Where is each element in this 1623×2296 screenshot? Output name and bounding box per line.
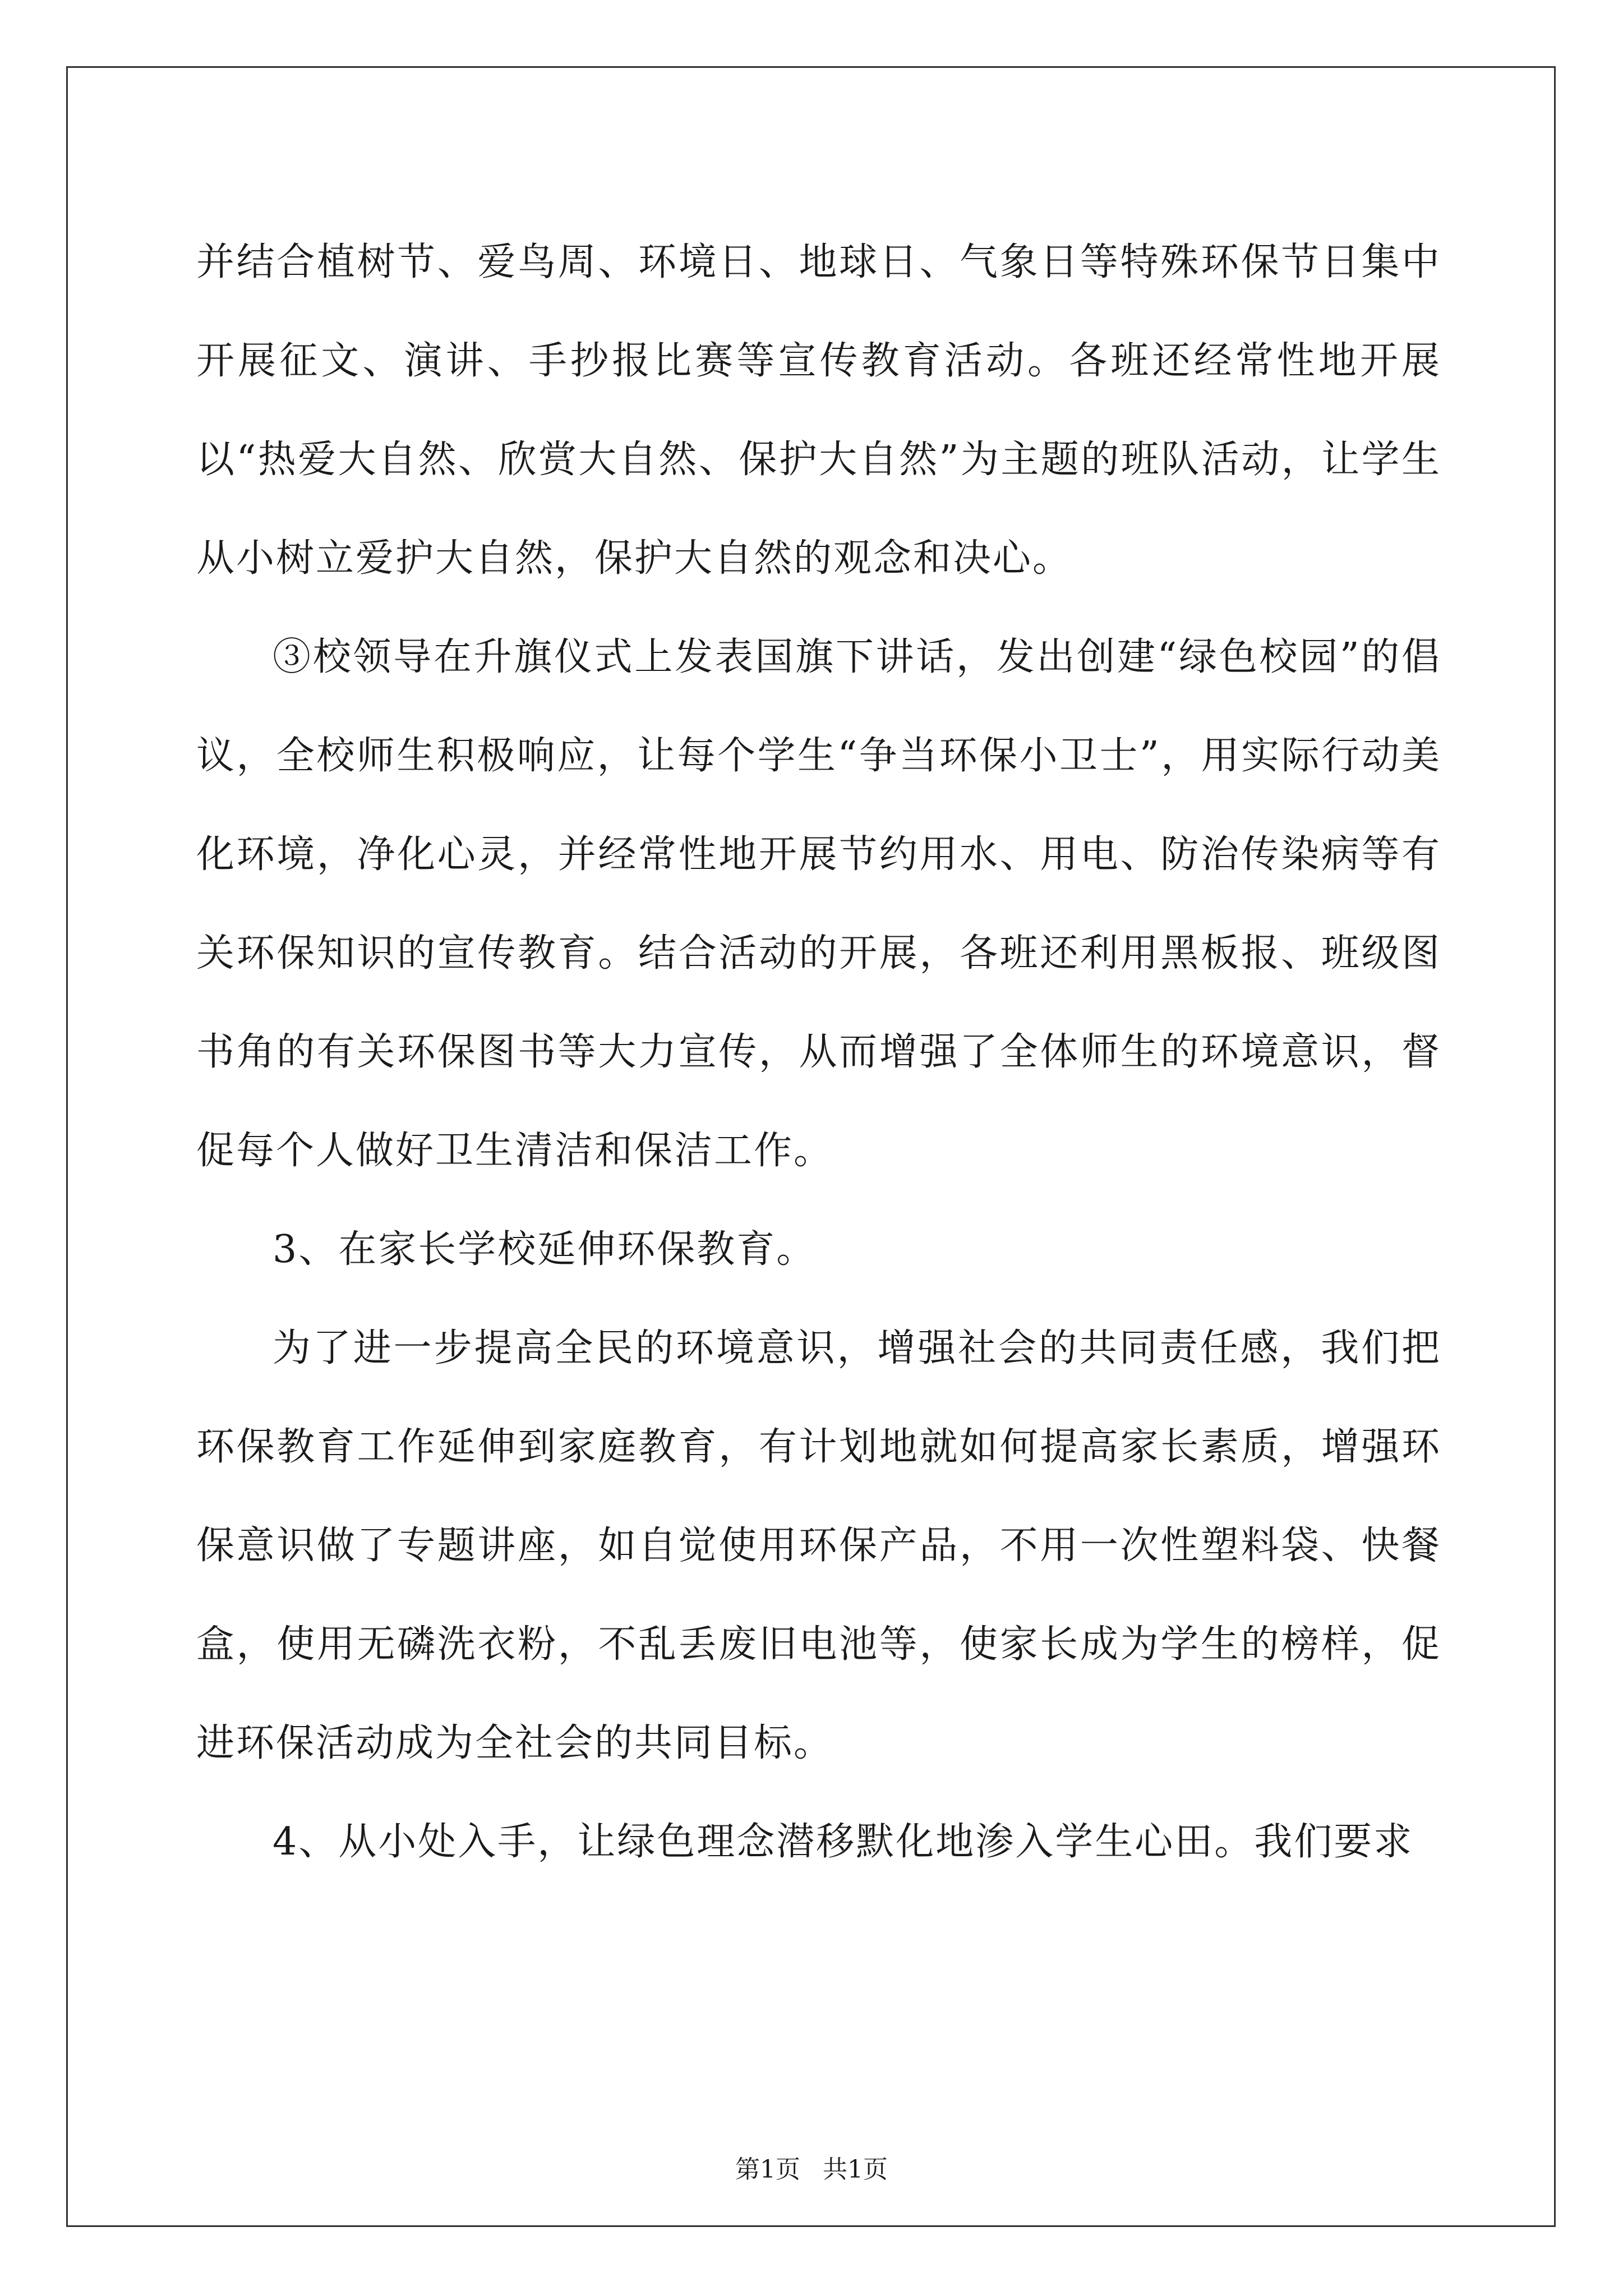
paragraph-4: 为了进一步提高全民的环境意识，增强社会的共同责任感，我们把环保教育工作延伸到家庭教育，有计划地就如何提高家长素质，增强环保意识做了专题讲座，如自觉使用环保产品，不用一次性塑料袋、快餐盒，使用无磷洗衣粉，不乱丢废旧电池等，使家长成为学生的榜样，促进环保活动成为全社会的共同目标。: [196, 1326, 1441, 1765]
page-footer: [0, 2153, 1623, 2187]
document-body: [196, 213, 1441, 1892]
paragraph-3: 3、在家长学校延伸环保教育。: [273, 1227, 817, 1272]
paragraph-5: 4、从小处入手，让绿色理念潜移默化地渗入学生心田。我们要求: [273, 1820, 1414, 1864]
paragraph-2: ③校领导在升旗仪式上发表国旗下讲话，发出创建“绿色校园”的倡议，全校师生积极响应，让每个学生“争当环保小卫士”，用实际行动美化环境，净化心灵，并经常性地开展节约用水、用电、防治传染病等有关环保知识的宣传教育。结合活动的开展，各班还利用黑板报、班级图书角的有关环保图书等大力宣传，从而增强了全体师生的环境意识，督促每个人做好卫生清洁和保洁工作。: [196, 635, 1441, 1173]
paragraph-1: 并结合植树节、爱鸟周、环境日、地球日、气象日等特殊环保节日集中开展征文、演讲、手抄报比赛等宣传教育活动。各班还经常性地开展以“热爱大自然、欣赏大自然、保护大自然”为主题的班队活动，让学生从小树立爱护大自然，保护大自然的观念和决心。: [196, 240, 1441, 581]
page-total: 共1页: [823, 2155, 888, 2184]
page-number: 第1页: [735, 2155, 800, 2184]
